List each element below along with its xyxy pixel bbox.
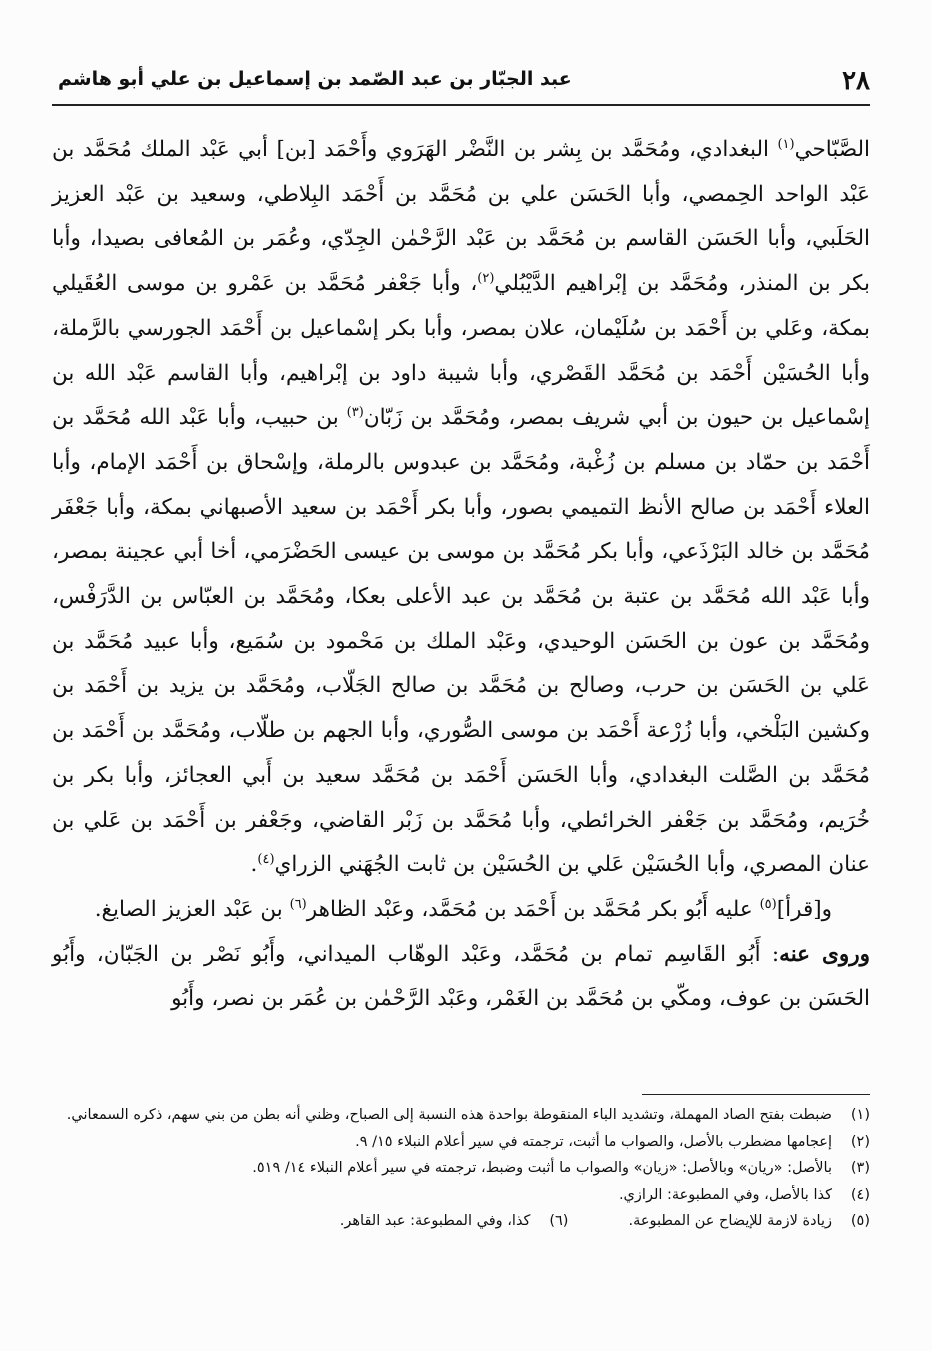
footnote-2 — [52, 1129, 870, 1156]
paragraph-lead: وروى عنه — [779, 941, 871, 967]
footnote-number: (٦) — [549, 1213, 569, 1229]
page-header — [58, 58, 870, 102]
footnote-marker: (٥) — [759, 896, 777, 912]
footnote-number: (١) — [850, 1107, 870, 1123]
footnote-4 — [52, 1182, 870, 1209]
footnote-text: كذا، وفي المطبوعة: عبد القاهر. — [339, 1213, 531, 1229]
header-rule — [52, 104, 870, 106]
footnote-text: كذا بالأصل، وفي المطبوعة: الرازي. — [618, 1186, 832, 1203]
footnote-rule — [642, 1094, 870, 1095]
footnote-number: (٥) — [850, 1213, 870, 1229]
footnote-marker: (٣) — [346, 405, 364, 421]
paragraph-narrators-text: : أَبُو القَاسِم تمام بن مُحَمَّد، وعَبْد الوهّاب الميداني، وأَبُو نَصْر بن الجَبّان، وأَبُو الحَسَن بن عوف، ومكّي بن مُحَمَّد بن الغَمْر، وعَبْد الرَّحْمٰن بن عُمَر بن نصر، وأَبُو — [52, 941, 870, 1012]
footnote-1 — [52, 1102, 870, 1129]
page-number: ٢٨ — [842, 66, 870, 96]
footnote-6 — [340, 1208, 569, 1235]
footnote-3 — [52, 1155, 870, 1182]
footnote-text: إعجامها مضطرب بالأصل، والصواب ما أثبت، ترجمته في سير أعلام النبلاء ١٥/ ٩. — [355, 1133, 832, 1150]
footnote-marker: (٢) — [477, 270, 495, 286]
footnote-row — [52, 1208, 870, 1235]
main-text — [52, 128, 870, 1022]
running-title: عبد الجبّار بن عبد الصّمد بن إسماعيل بن علي أبو هاشم — [58, 68, 572, 90]
footnote-text: زيادة لازمة للإيضاح عن المطبوعة. — [628, 1213, 832, 1229]
footnote-5 — [628, 1208, 870, 1235]
paragraph-narrators — [52, 933, 870, 1022]
footnote-marker: (٦) — [289, 896, 307, 912]
footnotes — [52, 1102, 870, 1235]
footnote-text: بالأصل: «ريان» وبالأصل: «زيان» والصواب ما أثبت وضبط، ترجمته في سير أعلام النبلاء ١٤/ ٥١٩. — [252, 1160, 832, 1176]
footnote-text: ضبطت بفتح الصاد المهملة، وتشديد الباء المنقوطة بواحدة هذه النسبة إلى الصباح، وظني أنه بطن من بني سهم، ذكره السمعاني. — [66, 1107, 832, 1123]
footnote-number: (٢) — [850, 1133, 870, 1150]
footnote-marker: (٤) — [257, 852, 275, 868]
footnote-number: (٤) — [850, 1186, 870, 1203]
paragraph-teachers: الصَّبّاحي$^{(١)}$ البغدادي، ومُحَمَّد بن بِشر بن النَّضْر الهَرَوي وأَحْمَد [بن] أبي عَبْد الملك مُحَمَّد بن عَبْد الواحد الحِمصي، وأبا الحَسَن علي بن مُحَمَّد بن أَحْمَد البِلاطي، وسعيد بن عَبْد العزيز الحَلَبي، وأبا الحَسَن القاسم بن مُحَمَّد بن عَبْد الرَّحْمٰن الجِدّي، وعُمَر بن المُعافى بصيدا، وأبا بكر بن المنذر، ومُحَمَّد بن إبْراهيم الدَّيْبُلي$^{(٢)}$، وأبا جَعْفر مُحَمَّد بن عَمْرو بن موسى العُقَيلي بمكة، وعَلي بن أَحْمَد بن سُلَيْمان، علان بمصر، وأبا بكر إسْماعيل بن أَحْمَد الجورسي بالرَّملة، وأبا الحُسَيْن أَحْمَد بن مُحَمَّد القَصْري، وأبا شيبة داود بن إبْراهيم، وأبا القاسم عَبْد الله بن إسْماعيل بن حيون بن أبي شريف بمصر، ومُحَمَّد بن زَبّان$^{(٣)}$ بن حبيب، وأبا عَبْد الله مُحَمَّد بن أَحْمَد بن حمّاد بن مسلم بن زُغْبة، ومُحَمَّد بن عبدوس بالرملة، وإسْحاق بن أَحْمَد الإمام، وأبا العلاء أَحْمَد بن صالح الأنظ التميمي بصور، وأبا بكر أَحْمَد بن سعيد الأصبهاني بمكة، وأبا جَعْفَر مُحَمَّد بن خالد البَرْذَعي، وأبا بكر مُحَمَّد بن موسى بن عيسى الحَضْرَمي، أخا أبي عجينة بمصر، وأبا عَبْد الله مُحَمَّد بن عتبة بن مُحَمَّد بن عبد الأعلى بعكا، ومُحَمَّد بن العبّاس بن الدَّرَفْس، ومُحَمَّد بن عون بن الحَسَن الوحيدي، وعَبْد الملك بن مَحْمود بن سُمَيع، وأبا عبيد مُحَمَّد بن عَلي بن الحَسَن بن حرب، وصالح بن مُحَمَّد بن صالح الجَلّاب، ومُحَمَّد بن يزيد بن أَحْمَد بن وكشين البَلْخي، وأبا زُرْعة أَحْمَد بن موسى الصُّوري، وأبا الجهم بن طلّاب، ومُحَمَّد بن أَحْمَد بن مُحَمَّد بن الصَّلت البغدادي، وأبا الحَسَن أَحْمَد بن مُحَمَّد سعيد بن أَبي العجائز، وأبا بكر بن خُرَيم، ومُحَمَّد بن جَعْفر الخرائطي، وأبا مُحَمَّد بن زَبْر القاضي، وجَعْفر بن أَحْمَد بن عَلي بن عنان المصري، وأبا الحُسَيْن عَلي بن الحُسَيْن بن ثابت الجُهَني الزراي$^{(٤)}$. — [52, 136, 871, 878]
footnote-number: (٣) — [850, 1160, 870, 1176]
footnote-marker: (١) — [777, 136, 795, 152]
paragraph-readers: و[قرأ]$^{(٥)}$ عليه أَبُو بكر مُحَمَّد بن أَحْمَد بن مُحَمَّد، وعَبْد الظاهر$^{(٦)}$ بن عَبْد العزيز الصايغ. — [94, 896, 832, 922]
